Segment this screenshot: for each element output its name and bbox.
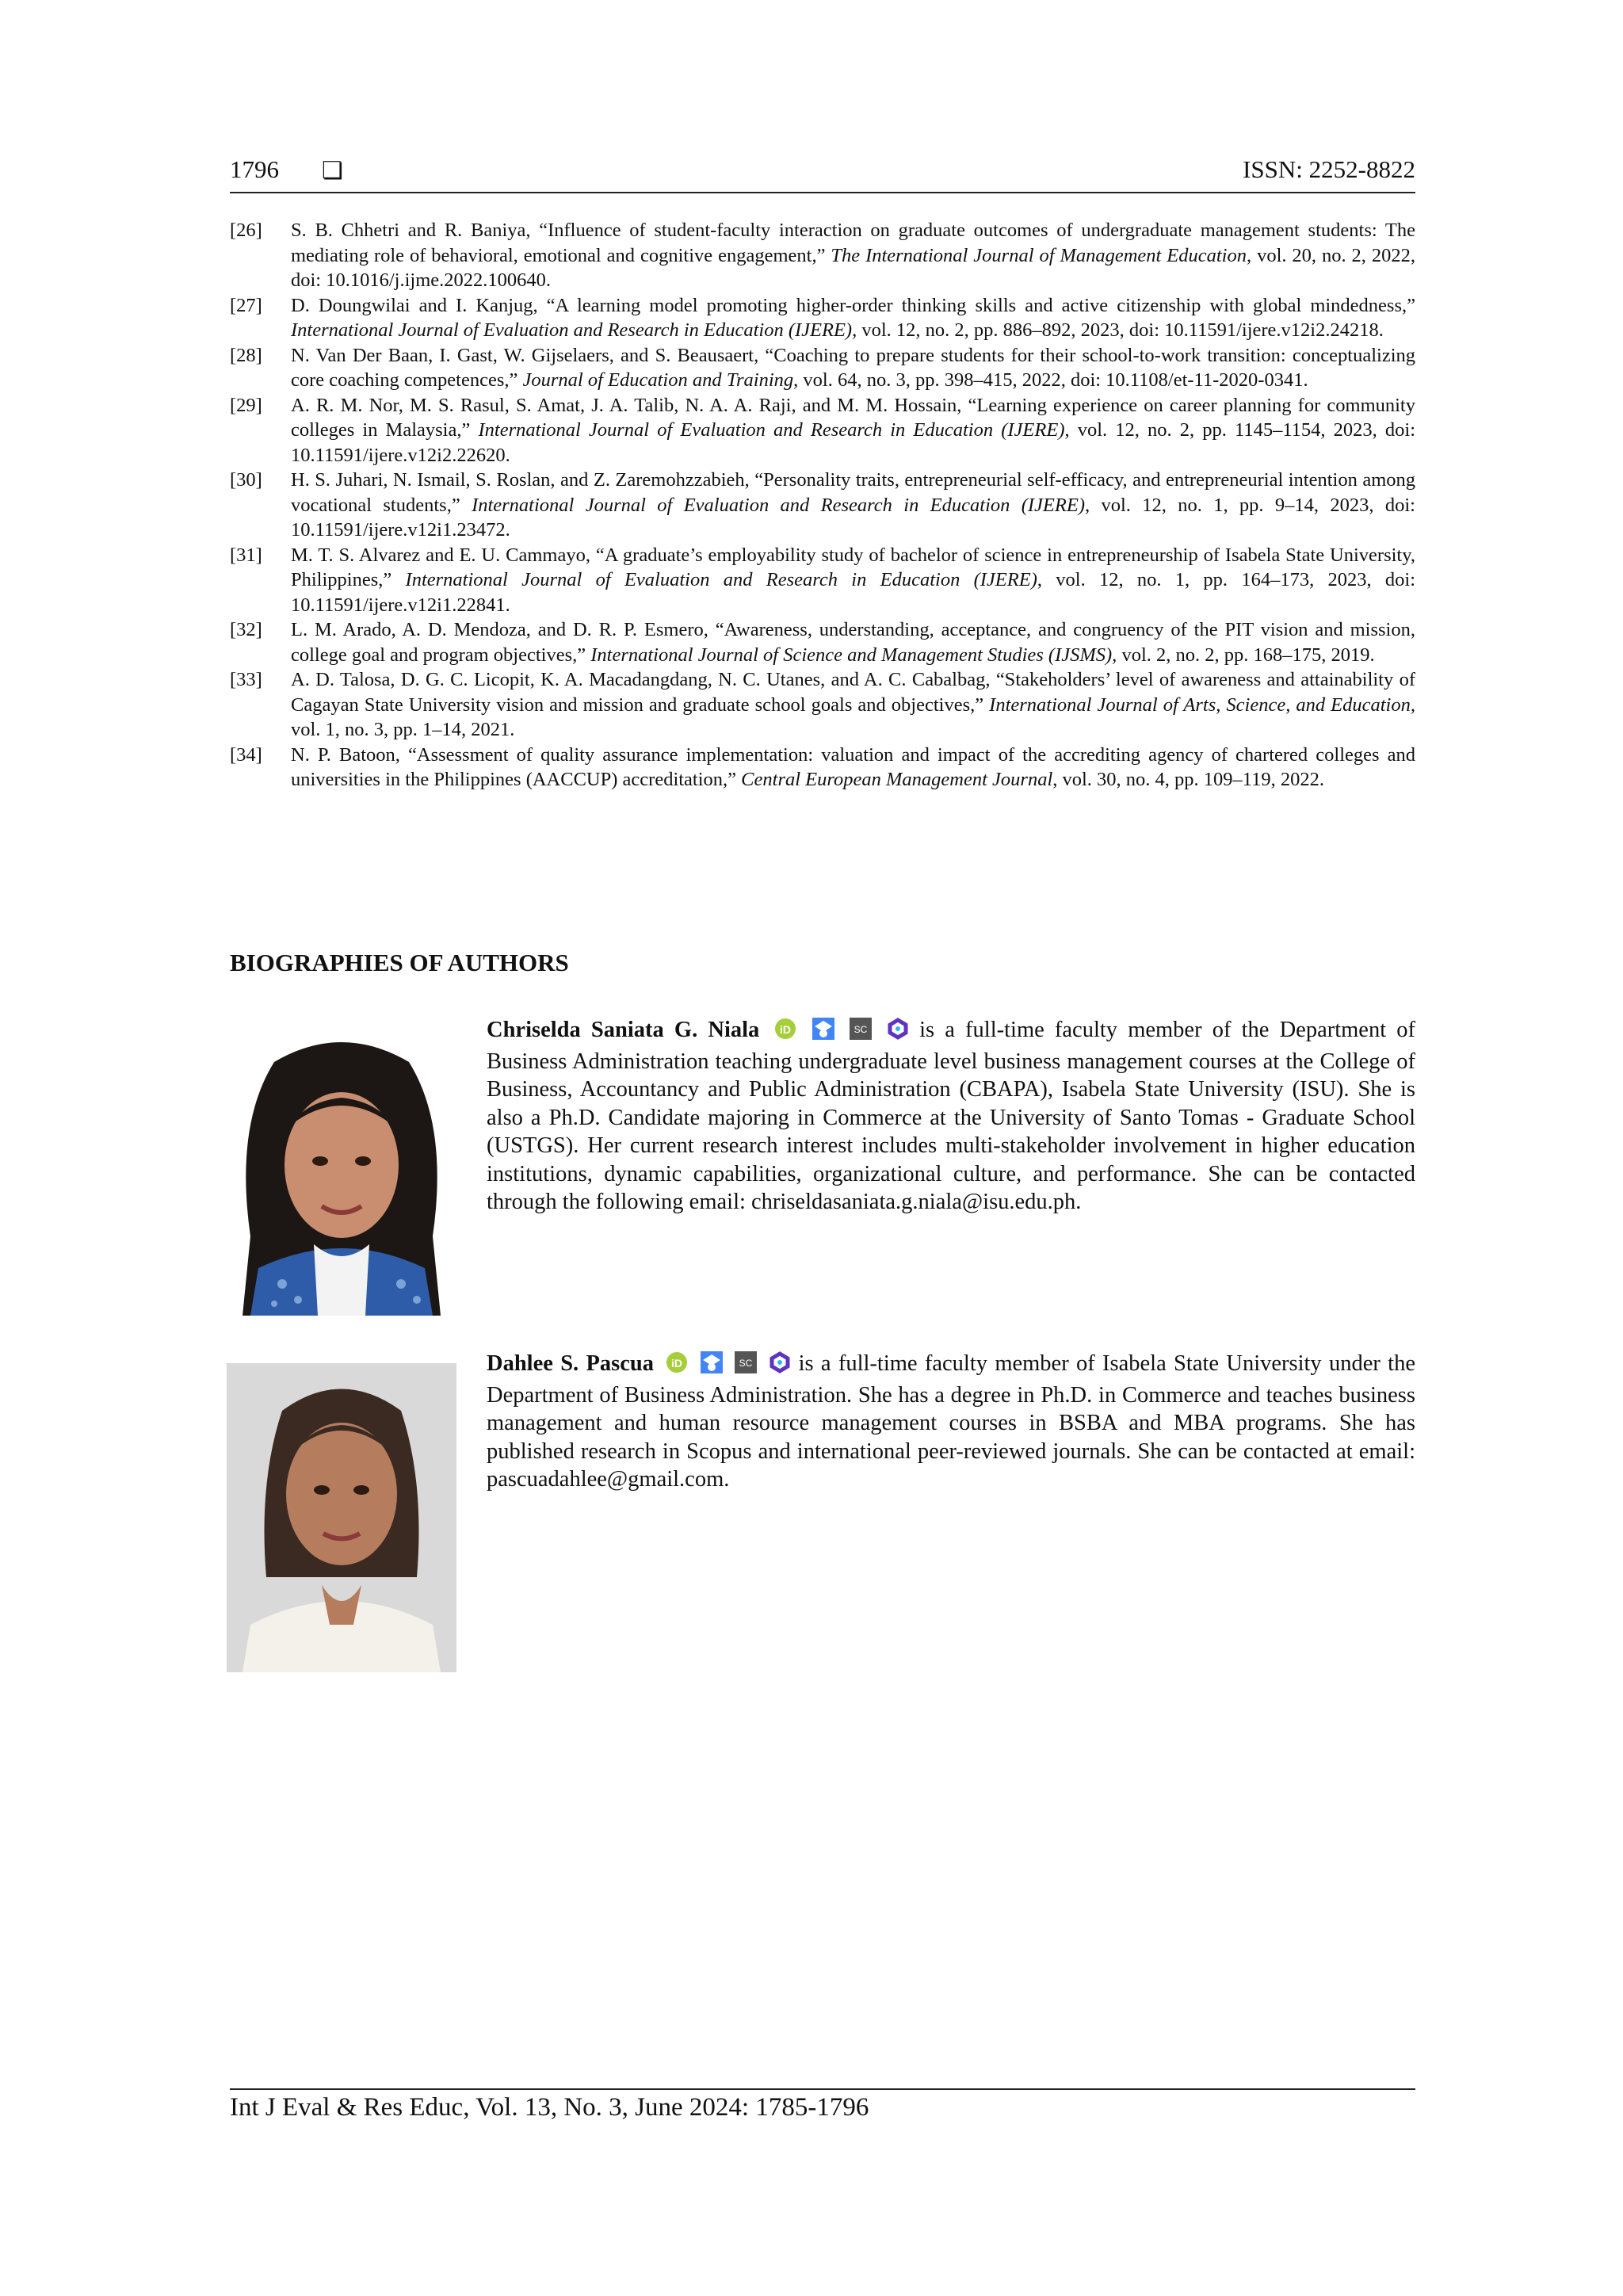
reference-details: , vol. 30, no. 4, pp. 109–119, 2022. (1052, 769, 1325, 790)
reference-venue: Central European Management Journal (741, 769, 1053, 790)
google-scholar-icon[interactable] (701, 1351, 723, 1381)
reference-list (230, 218, 1415, 793)
svg-text:iD: iD (671, 1357, 683, 1370)
reference-details: , vol. 20, no. 2, 2022, doi: 10.1016/j.ijme.2022.100640. (291, 244, 1415, 291)
page-footer (230, 2088, 1415, 2122)
web-of-science-icon[interactable] (887, 1018, 909, 1048)
reference-number: [32] (230, 619, 262, 640)
scopus-label: SC (854, 1024, 868, 1035)
reference-authors-title: H. S. Juhari, N. Ismail, S. Roslan, and Z. Zaremohzzabieh, “Personality traits, entrepreneurial self-efficacy, and entrepreneurial intention among vocational students,” (291, 469, 1415, 516)
reference-text (291, 293, 1415, 343)
reference-authors-title: A. R. M. Nor, M. S. Rasul, S. Amat, J. A. Talib, N. A. A. Raji, and M. M. Hossain, “Learning experience on career planning for community colleges in Malaysia,” (291, 394, 1415, 441)
reference-details: , vol. 64, no. 3, pp. 398–415, 2022, doi: 10.1108/et-11-2020-0341. (793, 369, 1308, 391)
issn: ISSN: 2252-8822 (1243, 155, 1415, 183)
page-header (230, 152, 1415, 193)
reference-venue: The International Journal of Management Education (831, 244, 1247, 266)
page-number: 1796 (230, 155, 279, 183)
svg-text:iD: iD (780, 1023, 792, 1036)
reference-details: , vol. 12, no. 2, pp. 886–892, 2023, doi: 10.11591/ijere.v12i2.24218. (852, 319, 1384, 341)
reference-item (230, 393, 1415, 468)
reference-number: [34] (230, 743, 262, 766)
reference-text (291, 617, 1415, 667)
orcid-icon[interactable] (666, 1351, 688, 1381)
reference-number: [30] (230, 469, 262, 491)
scopus-label: SC (739, 1358, 753, 1369)
scopus-icon[interactable] (850, 1018, 872, 1048)
reference-text (291, 743, 1415, 793)
orcid-icon[interactable] (774, 1018, 796, 1048)
author-bio-pascua (487, 1350, 1415, 1494)
reference-number: [26] (230, 220, 262, 241)
reference-number: [28] (230, 344, 262, 366)
reference-details: vol. 1, no. 3, pp. 1–14, 2021. (291, 719, 515, 740)
reference-item (230, 543, 1415, 618)
reference-venue: International Journal of Evaluation and Research in Education (IJERE) (472, 494, 1085, 516)
reference-text (291, 218, 1415, 293)
reference-details: , vol. 12, no. 1, pp. 164–173, 2023, doi: 10.11591/ijere.v12i1.22841. (291, 569, 1416, 616)
author-bio-niala (487, 1016, 1415, 1217)
reference-item (230, 743, 1415, 793)
reference-number: [29] (230, 394, 262, 416)
footer-citation: Int J Eval & Res Educ, Vol. 13, No. 3, June 2024: 1785-1796 (230, 2093, 869, 2122)
reference-venue: Journal of Education and Training (522, 369, 794, 391)
reference-item (230, 617, 1415, 667)
reference-text (291, 468, 1415, 543)
reference-number: [31] (230, 544, 262, 566)
reference-authors-title: M. T. S. Alvarez and E. U. Cammayo, “A graduate’s employability study of bachelor of science in entrepreneurship of Isabela State University, Philippines,” (291, 544, 1415, 590)
reference-venue: International Journal of Evaluation and Research in Education (IJERE) (291, 319, 853, 341)
reference-details: vol. 2, no. 2, pp. 168–175, 2019. (1117, 644, 1375, 666)
reference-details: , vol. 12, no. 2, pp. 1145–1154, 2023, doi: 10.11591/ijere.v12i2.22620. (291, 419, 1415, 466)
author-bio-text: is a full-time faculty member of the Department of Business Administration teaching undergraduate level business management courses at the College of Business, Accountancy and Public Administration (CBAPA), Isabela State University (ISU). She is also a Ph.D. Candidate majoring in Commerce at the University of Santo Tomas - Graduate School (USTGS). Her current research interest includes multi-stakeholder involvement in higher education institutions, dynamic capabilities, organizational culture, and performance. She can be contacted through the following email: chriseldasaniata.g.niala@isu.edu.ph. (487, 1018, 1416, 1214)
author-name: Dahlee S. Pascua (487, 1351, 654, 1376)
reference-item (230, 293, 1415, 343)
biographies-heading: BIOGRAPHIES OF AUTHORS (230, 949, 569, 976)
reference-authors-title: D. Doungwilai and I. Kanjug, “A learning model promoting higher-order thinking skills and active citizenship with global mindedness,” (291, 294, 1415, 316)
reference-item (230, 218, 1415, 293)
reference-details: , vol. 12, no. 1, pp. 9–14, 2023, doi: 10.11591/ijere.v12i1.23472. (291, 494, 1415, 541)
reference-venue: International Journal of Evaluation and Research in Education (IJERE) (478, 419, 1065, 441)
web-of-science-icon[interactable] (769, 1351, 791, 1381)
reference-item (230, 667, 1415, 743)
author-photo-pascua (227, 1363, 456, 1672)
author-photo-niala (227, 1030, 456, 1316)
reference-authors-title: A. D. Talosa, D. G. C. Licopit, K. A. Macadangdang, N. C. Utanes, and A. C. Cabalbag, “Stakeholders’ level of awareness and attainability of Cagayan State University vision and mission and graduate school goals and objectives,” (291, 669, 1415, 716)
reference-authors-title: S. B. Chhetri and R. Baniya, “Influence of student-faculty interaction on graduate outcomes of undergraduate management students: The mediating role of behavioral, emotional and cognitive engagement,” (291, 220, 1415, 266)
reference-authors-title: N. P. Batoon, “Assessment of quality assurance implementation: valuation and impact of the accrediting agency of chartered colleges and universities in the Philippines (AACCUP) accreditation,” (291, 743, 1415, 790)
reference-item (230, 468, 1415, 543)
reference-text (291, 543, 1415, 618)
reference-item (230, 343, 1415, 393)
reference-authors-title: N. Van Der Baan, I. Gast, W. Gijselaers, and S. Beausaert, “Coaching to prepare students for their school-to-work transition: conceptualizing core coaching competences,” (291, 344, 1415, 391)
reference-text (291, 393, 1415, 468)
reference-text (291, 343, 1415, 393)
reference-number: [27] (230, 294, 262, 316)
reference-text (291, 667, 1415, 743)
reference-venue: International Journal of Science and Management Studies (IJSMS), (590, 644, 1117, 666)
reference-number: [33] (230, 669, 262, 690)
reference-venue: International Journal of Evaluation and Research in Education (IJERE) (405, 569, 1037, 590)
google-scholar-icon[interactable] (812, 1018, 834, 1048)
author-name: Chriselda Saniata G. Niala (487, 1018, 760, 1042)
reference-authors-title: L. M. Arado, A. D. Mendoza, and D. R. P. Esmero, “Awareness, understanding, acceptance, and congruency of the PIT vision and mission, college goal and program objectives,” (291, 619, 1415, 666)
author-bio-text: is a full-time faculty member of Isabela State University under the Department of Business Administration. She has a degree in Ph.D. in Commerce and teaches business management and human resource management courses in BSBA and MBA programs. She has published research in Scopus and international peer-reviewed journals. She can be contacted at email: pascuadahlee@gmail.com. (487, 1351, 1416, 1492)
scopus-icon[interactable] (735, 1351, 757, 1381)
checkbox-square-icon: ❏ (322, 158, 343, 184)
reference-venue: International Journal of Arts, Science, and Education, (989, 693, 1415, 716)
